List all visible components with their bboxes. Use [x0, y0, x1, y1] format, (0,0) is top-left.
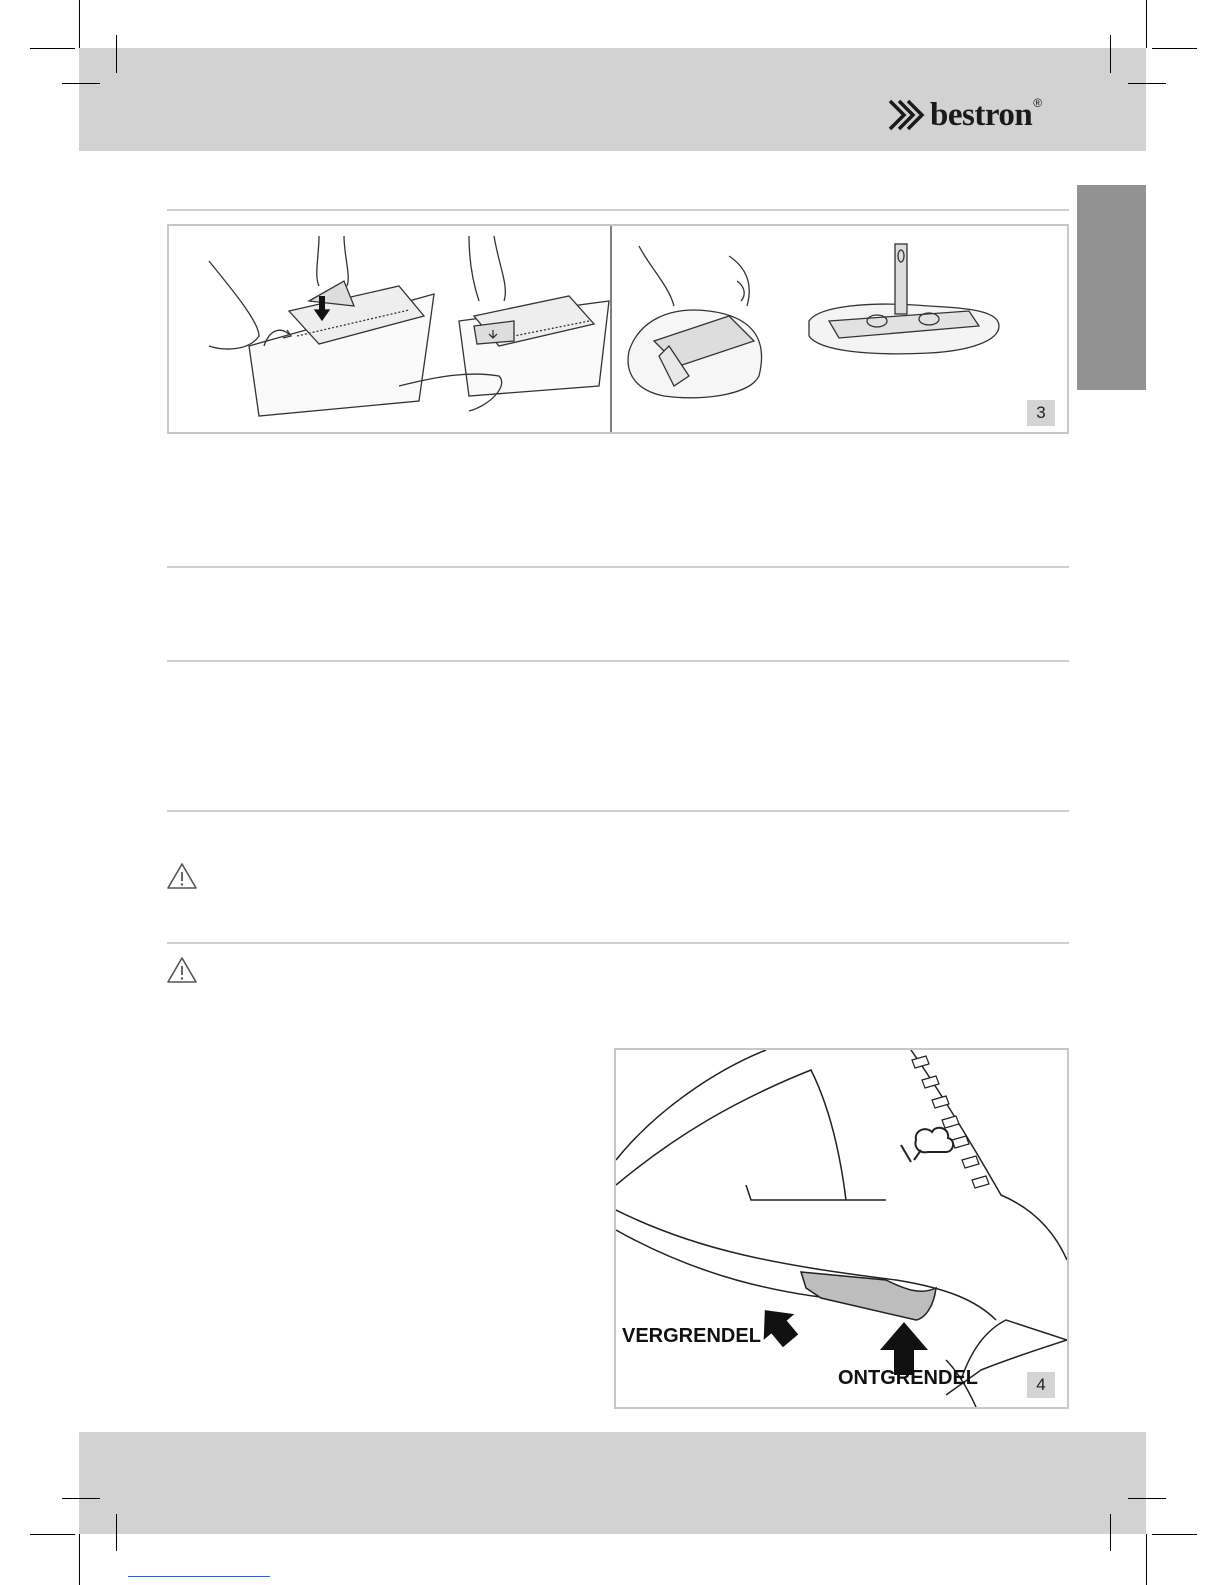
- crop-mark: [1152, 48, 1197, 49]
- section-divider: [167, 942, 1069, 944]
- crop-mark: [1128, 83, 1166, 84]
- crop-mark: [1152, 1534, 1197, 1535]
- crop-mark: [116, 35, 117, 73]
- label-unlock: ONTGRENDEL: [838, 1367, 978, 1389]
- crop-mark: [1110, 1514, 1111, 1551]
- language-side-tab: [1077, 185, 1146, 390]
- crop-mark: [1146, 0, 1147, 48]
- figure-3-number: 3: [1027, 400, 1055, 426]
- brand-logo: [888, 92, 1042, 138]
- figure-4-lock-mechanism: [614, 1048, 1069, 1409]
- crop-mark: [1128, 1498, 1166, 1499]
- crop-mark: [1146, 1534, 1147, 1585]
- figure-3-cloth-attachment: [167, 224, 1069, 434]
- crop-mark: [1110, 35, 1111, 73]
- crop-mark: [30, 1534, 75, 1535]
- crop-mark: [62, 1498, 100, 1499]
- footer-link-underline: [128, 1576, 270, 1577]
- section-divider: [167, 209, 1069, 211]
- section-divider: [167, 810, 1069, 812]
- crop-mark: [79, 0, 80, 48]
- logo-wordmark: bestron: [930, 96, 1033, 133]
- warning-triangle-icon: [166, 956, 198, 984]
- steam-icon: [901, 1128, 953, 1162]
- section-divider: [167, 660, 1069, 662]
- figure-4-number: 4: [1027, 1372, 1055, 1398]
- label-lock: VERGRENDEL: [622, 1325, 761, 1347]
- crop-mark: [79, 1534, 80, 1585]
- crop-mark: [62, 83, 100, 84]
- warning-triangle-icon: [166, 862, 198, 890]
- footer-band: [79, 1432, 1146, 1534]
- section-divider: [167, 566, 1069, 568]
- logo-registered-mark: ®: [1033, 96, 1043, 110]
- logo-chevrons-icon: [888, 95, 928, 135]
- figure-4-illustration: [616, 1050, 1067, 1407]
- crop-mark: [116, 1514, 117, 1551]
- figure-3-illustration: [169, 226, 1067, 432]
- crop-mark: [30, 48, 75, 49]
